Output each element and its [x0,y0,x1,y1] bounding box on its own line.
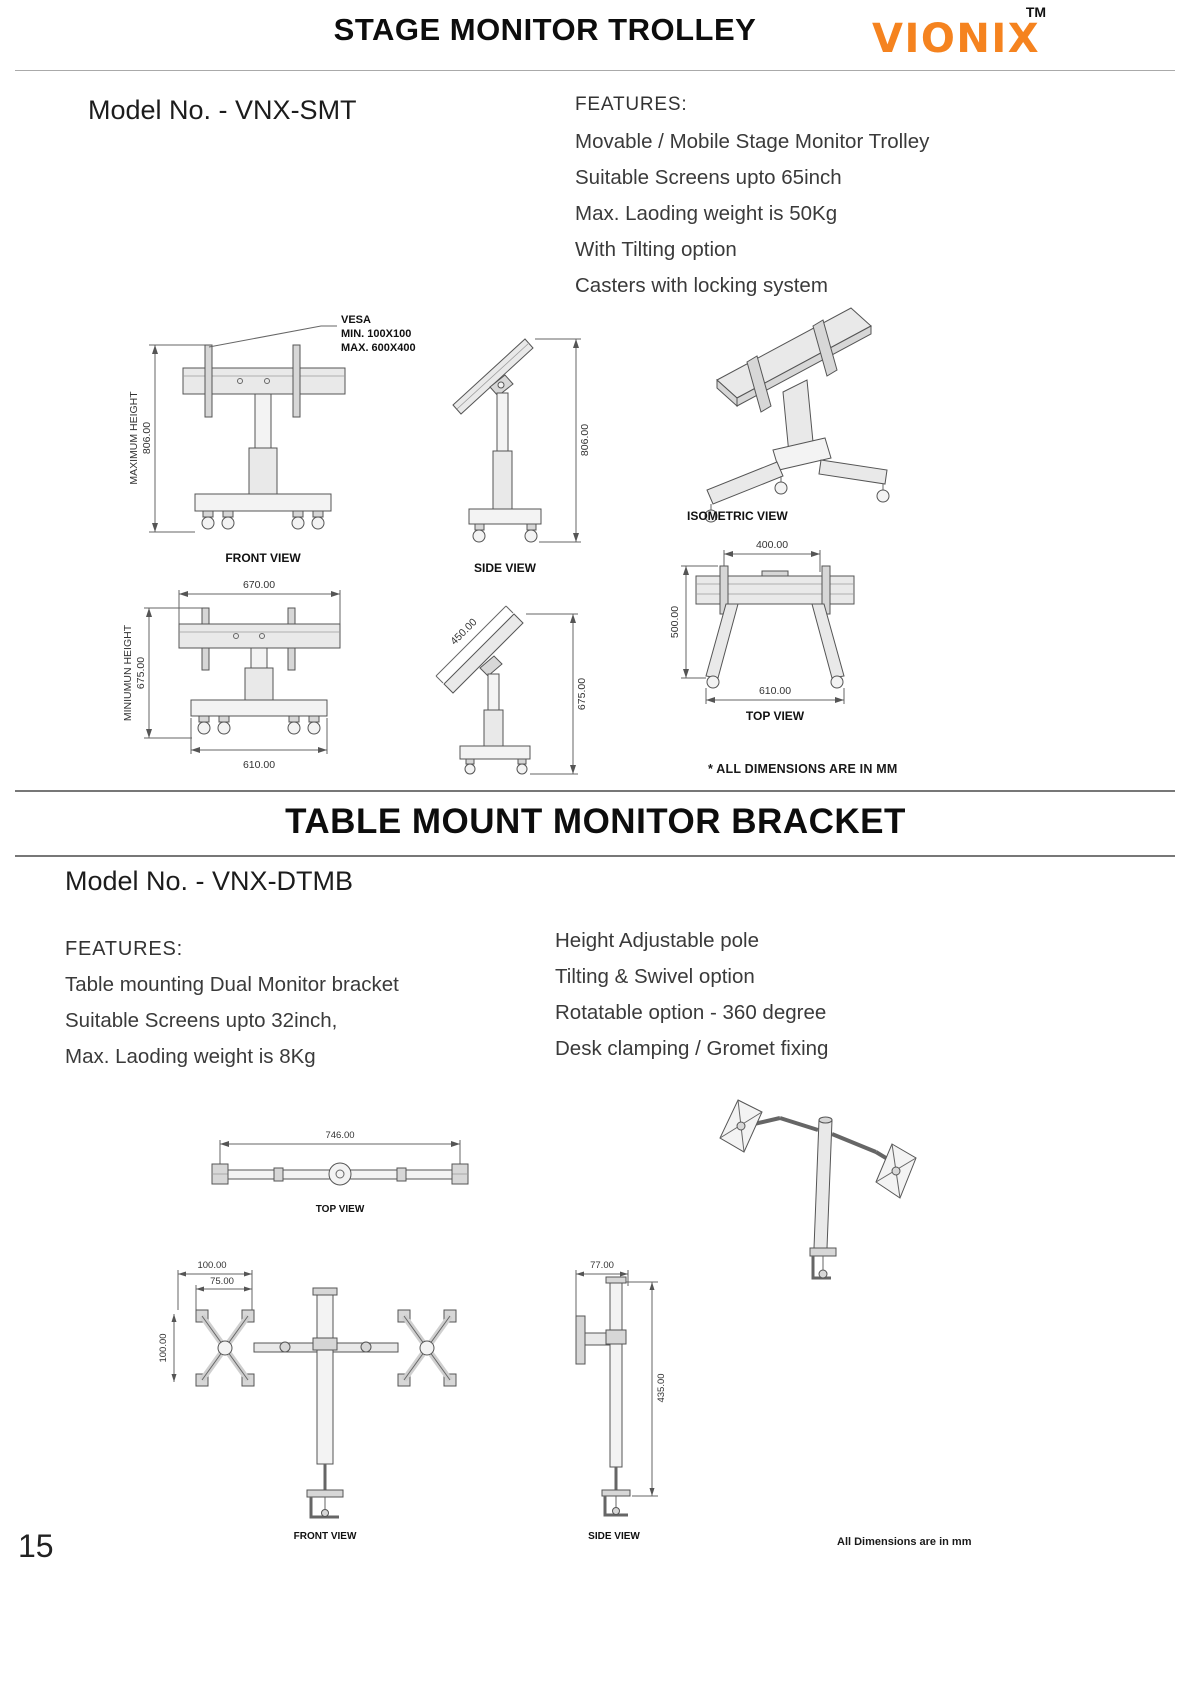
smt-side-view-max-drawing [435,325,610,580]
section2-model-number: Model No. - VNX-DTMB [65,866,354,896]
page-number: 15 [18,1528,54,1564]
smt-top-view-drawing [668,538,883,728]
dim-bottom-width-value: 610.00 [242,759,276,771]
dtmb-side-view-drawing [552,1258,692,1548]
dtmb-isometric-drawing [680,1072,945,1307]
feature-item: Height Adjustable pole [555,929,760,952]
smt-side-view-min-drawing [428,588,623,783]
front-view-label: FRONT VIEW [293,1531,357,1542]
dim-screen-depth-value: 450.00 [448,616,480,648]
feature-item: Desk clamping / Gromet fixing [555,1037,829,1060]
feature-item: Suitable Screens upto 32inch, [65,1009,338,1032]
feature-item: Tilting & Swivel option [555,965,755,988]
dtmb-front-view-drawing [158,1258,493,1548]
dim-topview-width-value: 400.00 [755,539,789,551]
section1-features-list [575,131,929,311]
smt-front-view-max-drawing [125,300,435,585]
front-view-label: FRONT VIEW [225,551,301,565]
feature-item: With Tilting option [575,238,737,261]
brand-trademark: TM [1025,4,1047,20]
feature-item: Suitable Screens upto 65inch [575,166,842,189]
dim-max-height-value: 806.00 [141,421,153,455]
vesa-title: VESA [341,314,371,326]
section2-features-label: FEATURES: [65,938,183,960]
feature-item: Max. Laoding weight is 8Kg [65,1045,316,1068]
smt-isometric-view-drawing [655,292,930,532]
section1-features-label: FEATURES: [575,94,688,115]
header-divider [15,70,1175,71]
dim-max-height-label: MAXIMUM HEIGHT [128,391,140,485]
dim-front-height: 100.00 [158,1333,169,1363]
dim-front-width: 100.00 [197,1260,227,1271]
side-view-label: SIDE VIEW [473,561,537,575]
section2-bottom-divider [15,855,1175,857]
section2-dimensions-note: All Dimensions are in mm [837,1536,972,1548]
dim-bracket-top-width: 746.00 [325,1130,355,1141]
section1-title: STAGE MONITOR TROLLEY [333,12,757,47]
section2-top-divider [15,790,1175,792]
section2-features-right [555,930,828,1074]
smt-front-view-min-drawing [122,578,367,778]
dim-min-height-label: MINIUMUN HEIGHT [122,624,134,722]
dim-min-height-value: 675.00 [135,656,147,690]
brand-logo [872,4,1047,62]
feature-item: Table mounting Dual Monitor bracket [65,973,399,996]
dim-side-width: 77.00 [590,1260,614,1271]
vesa-min: MIN. 100X100 [341,328,412,340]
section2-title: TABLE MOUNT MONITOR BRACKET [285,802,906,841]
dtmb-top-view-drawing [198,1128,483,1223]
dim-topview-depth-value: 500.00 [669,605,681,639]
dim-topview-length-value: 610.00 [758,685,792,697]
dim-side-height: 435.00 [656,1373,667,1403]
isometric-view-label: ISOMETRIC VIEW [687,509,788,523]
section2-features-left [65,974,399,1082]
side-view-label: SIDE VIEW [588,1531,640,1542]
dim-top-width-value: 670.00 [242,579,276,591]
top-view-label: TOP VIEW [745,709,805,723]
dim-front-inner: 75.00 [210,1276,234,1287]
brand-name: VIONIX [872,16,1041,62]
feature-item: Casters with locking system [575,274,828,297]
feature-item: Movable / Mobile Stage Monitor Trolley [575,130,930,153]
feature-item: Max. Laoding weight is 50Kg [575,202,838,225]
section1-dimensions-note: * ALL DIMENSIONS ARE IN MM [708,762,898,776]
dim-side-min-height-value: 675.00 [576,677,588,711]
section1-model-number: Model No. - VNX-SMT [88,95,357,125]
top-view-label: TOP VIEW [315,1204,365,1215]
vesa-max: MAX. 600X400 [341,342,416,354]
feature-item: Rotatable option - 360 degree [555,1001,827,1024]
dim-side-height-value: 806.00 [579,423,591,457]
